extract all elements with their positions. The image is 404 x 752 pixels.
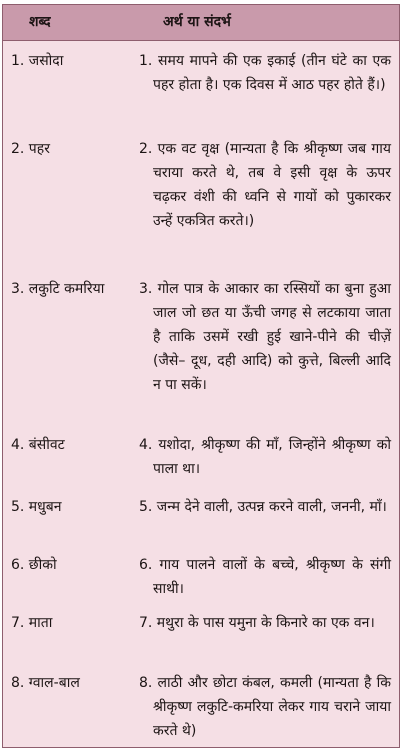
table-row-meaning xyxy=(133,663,399,747)
table-row-word xyxy=(3,603,133,663)
word-text: 2. पहर xyxy=(11,141,50,157)
meaning-text: 7. मथुरा के पास यमुना के किनारे का एक वन। xyxy=(139,615,375,631)
table-row-meaning xyxy=(133,129,399,269)
word-text: 8. ग्वाल-बाल xyxy=(11,675,80,691)
table-row-meaning xyxy=(133,545,399,603)
word-text: 6. छीको xyxy=(11,557,57,573)
header-word: शब्द xyxy=(3,5,133,41)
meaning-text: 2. एक वट वृक्ष (मान्यता है कि श्रीकृष्ण जब गाय चराया करते थे, तब वे इसी वृक्ष के ऊपर चढ़कर वंशी की ध्वनि से गायों को पुकारकर उन्हें एकत्रित करते।) xyxy=(139,141,391,229)
table-row-word xyxy=(3,269,133,425)
table-row-meaning xyxy=(133,603,399,663)
word-text: 1. जसोदा xyxy=(11,53,64,69)
table-row-meaning xyxy=(133,269,399,425)
header-meaning: अर्थ या संदर्भ xyxy=(133,5,399,41)
table-row-word xyxy=(3,545,133,603)
table-row-word xyxy=(3,487,133,545)
word-text: 3. लकुटि कमरिया xyxy=(11,281,105,297)
table-row-meaning xyxy=(133,487,399,545)
table-row-meaning xyxy=(133,425,399,487)
table-row-meaning xyxy=(133,41,399,129)
word-meaning-table xyxy=(2,4,400,748)
meaning-text: 3. गोल पात्र के आकार का रस्सियों का बुना हुआ जाल जो छत या ऊँची जगह से लटकाया जाता है ताकि उसमें रखी हुई खाने-पीने की चीज़ें (जैसे– दूध, दही आदि) को कुत्ते, बिल्ली आदि न पा सकें। xyxy=(139,281,391,393)
meaning-text: 5. जन्म देने वाली, उत्पन्न करने वाली, जननी, माँ। xyxy=(139,499,387,515)
meaning-text: 1. समय मापने की एक इकाई (तीन घंटे का एक पहर होता है। एक दिवस में आठ पहर होते हैं।) xyxy=(139,53,391,93)
meaning-text: 8. लाठी और छोटा कंबल, कमली (मान्यता है कि श्रीकृष्ण लकुटि-कमरिया लेकर गाय चराने जाया करते थे) xyxy=(139,675,391,739)
meaning-text: 6. गाय पालने वालों के बच्चे, श्रीकृष्ण के संगी साथी। xyxy=(139,557,391,597)
table-row-word xyxy=(3,129,133,269)
word-text: 5. मधुबन xyxy=(11,499,62,515)
table-row-word xyxy=(3,425,133,487)
table-row-word xyxy=(3,663,133,747)
word-text: 7. माता xyxy=(11,615,53,631)
table-row-word xyxy=(3,41,133,129)
word-text: 4. बंसीवट xyxy=(11,437,65,453)
meaning-text: 4. यशोदा, श्रीकृष्ण की माँ, जिन्होंने श्रीकृष्ण को पाला था। xyxy=(139,437,391,477)
